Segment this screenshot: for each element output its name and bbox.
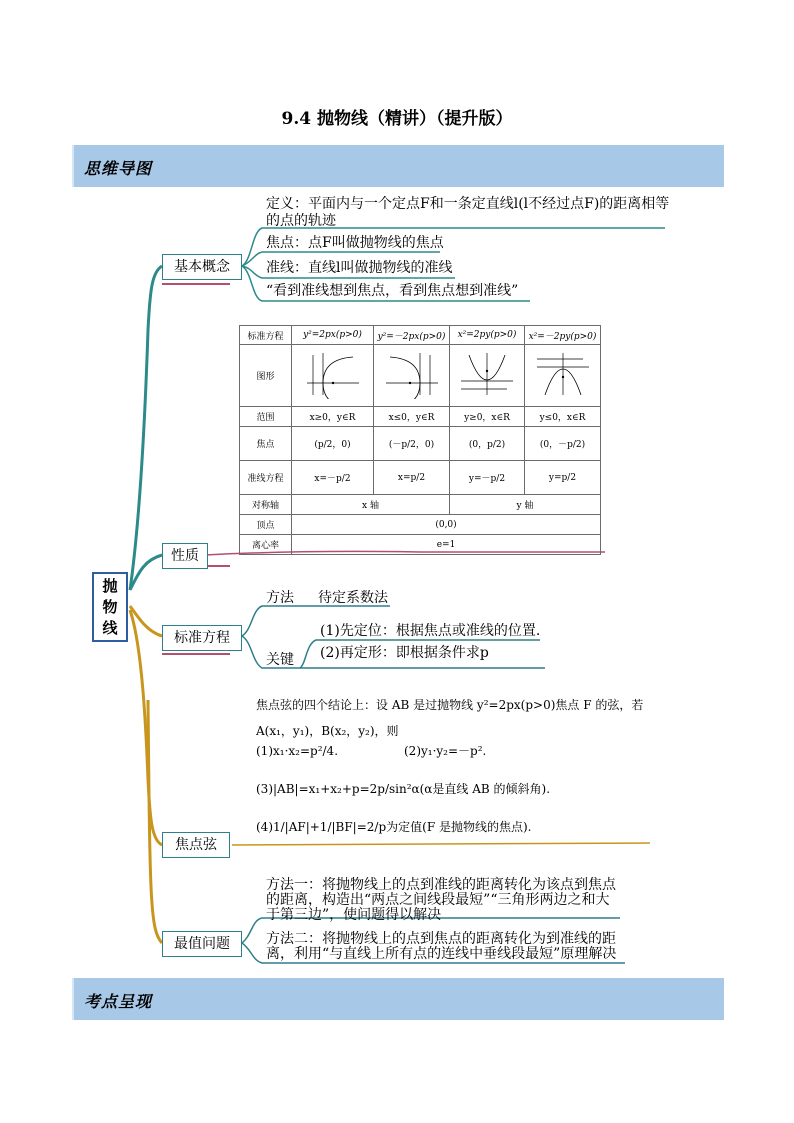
table-cell: y≤0，x∈R [525,407,601,427]
root-char: 抛 [102,577,118,595]
parabola-graph [457,349,517,399]
chord-formula-2: (2)y₁·y₂=－p². [404,744,487,758]
table-header: y²=－2px(p>0) [374,326,450,345]
extreme-method-1: 方法一：将抛物线上的点到准线的距离转化为该点到焦点的距离，构造出“两点之间线段最短”“三角形两边之和大于第三边”，使问题得以解决 [266,877,616,923]
parabola-graph [533,349,593,399]
section-band-kaodian [72,978,724,1020]
table-header: x²=2py(p>0) [450,326,525,345]
branch-property: 性质 [162,543,208,569]
concept-tip: “看到准线想到焦点，看到焦点想到准线” [266,283,519,299]
extreme-method-2: 方法二：将抛物线上的点到焦点的距离转化为到准线的距离，利用“与直线上所有点的连线中垂线段最短”原理解决 [266,931,617,962]
table-cell: x≤0，y∈R [374,407,450,427]
row-label-vertex: 顶点 [240,515,292,535]
standard-key-item: (2)再定形：即根据条件求p [320,645,489,661]
root-char: 线 [102,619,118,637]
graph-down-opening [525,345,601,407]
branch-basic-concept: 基本概念 [162,254,242,280]
page-title: 9.4 抛物线（精讲）（提升版） [281,109,513,129]
graph-up-opening [450,345,525,407]
chord-formula-1: (1)x₁·x₂=p²/4. [256,744,339,758]
table-cell: (0,0) [292,515,601,535]
table-cell: e=1 [292,535,601,555]
section-band-label: 考点呈现 [84,992,153,1011]
table-cell: x=p/2 [374,461,450,495]
table-cell: x=－p/2 [292,461,374,495]
root-char: 物 [102,598,118,616]
property-table-wrap [239,325,601,555]
graph-left-opening [374,345,450,407]
chord-intro: 焦点弦的四个结论上：设 AB 是过抛物线 y²=2px(p>0)焦点 F 的弦，若 A(x₁，y₁)，B(x₂，y₂)，则 [256,698,644,738]
row-label-graph: 图形 [240,345,292,407]
concept-directrix: 准线：直线l叫做抛物线的准线 [266,260,453,276]
table-header: x²=－2py(p>0) [525,326,601,345]
standard-method-label: 方法 [266,590,294,606]
table-cell: (0，p/2) [450,427,525,461]
table-cell: (p/2，0) [292,427,374,461]
table-cell: y 轴 [450,495,601,515]
standard-method-value: 待定系数法 [318,590,388,606]
standard-key-label: 关键 [266,652,294,668]
root-node-parabola [92,572,128,642]
parabola-graph [303,349,363,399]
row-label-symmetry: 对称轴 [240,495,292,515]
row-label-focus: 焦点 [240,427,292,461]
row-label-eccentricity: 离心率 [240,535,292,555]
chord-formula-3: (3)|AB|=x₁+x₂+p=2p/sin²α(α是直线 AB 的倾斜角). [256,782,551,796]
table-header: y²=2px(p>0) [292,326,374,345]
concept-focus: 焦点：点F叫做抛物线的焦点 [266,235,444,251]
branch-extreme-value: 最值问题 [162,931,242,957]
standard-key-item: (1)先定位：根据焦点或准线的位置. [320,623,541,639]
table-cell: y=－p/2 [450,461,525,495]
table-cell: x≥0，y∈R [292,407,374,427]
chord-formula-4: (4)1/|AF|+1/|BF|=2/p为定值(F 是抛物线的焦点). [256,820,532,834]
row-label-directrix: 准线方程 [240,461,292,495]
branch-standard-equation: 标准方程 [162,625,242,651]
section-band-label: 思维导图 [84,159,153,178]
property-table [239,325,601,555]
row-label-range: 范围 [240,407,292,427]
branch-focal-chord: 焦点弦 [162,832,230,858]
table-cell: x 轴 [292,495,450,515]
table-header: 标准方程 [240,326,292,345]
graph-right-opening [292,345,374,407]
table-cell: (0，－p/2) [525,427,601,461]
table-cell: y=p/2 [525,461,601,495]
table-cell: y≥0，x∈R [450,407,525,427]
parabola-graph [382,349,442,399]
concept-definition: 定义：平面内与一个定点F和一条定直线l(l不经过点F)的距离相等的点的轨迹 [266,196,670,229]
table-cell: (－p/2，0) [374,427,450,461]
